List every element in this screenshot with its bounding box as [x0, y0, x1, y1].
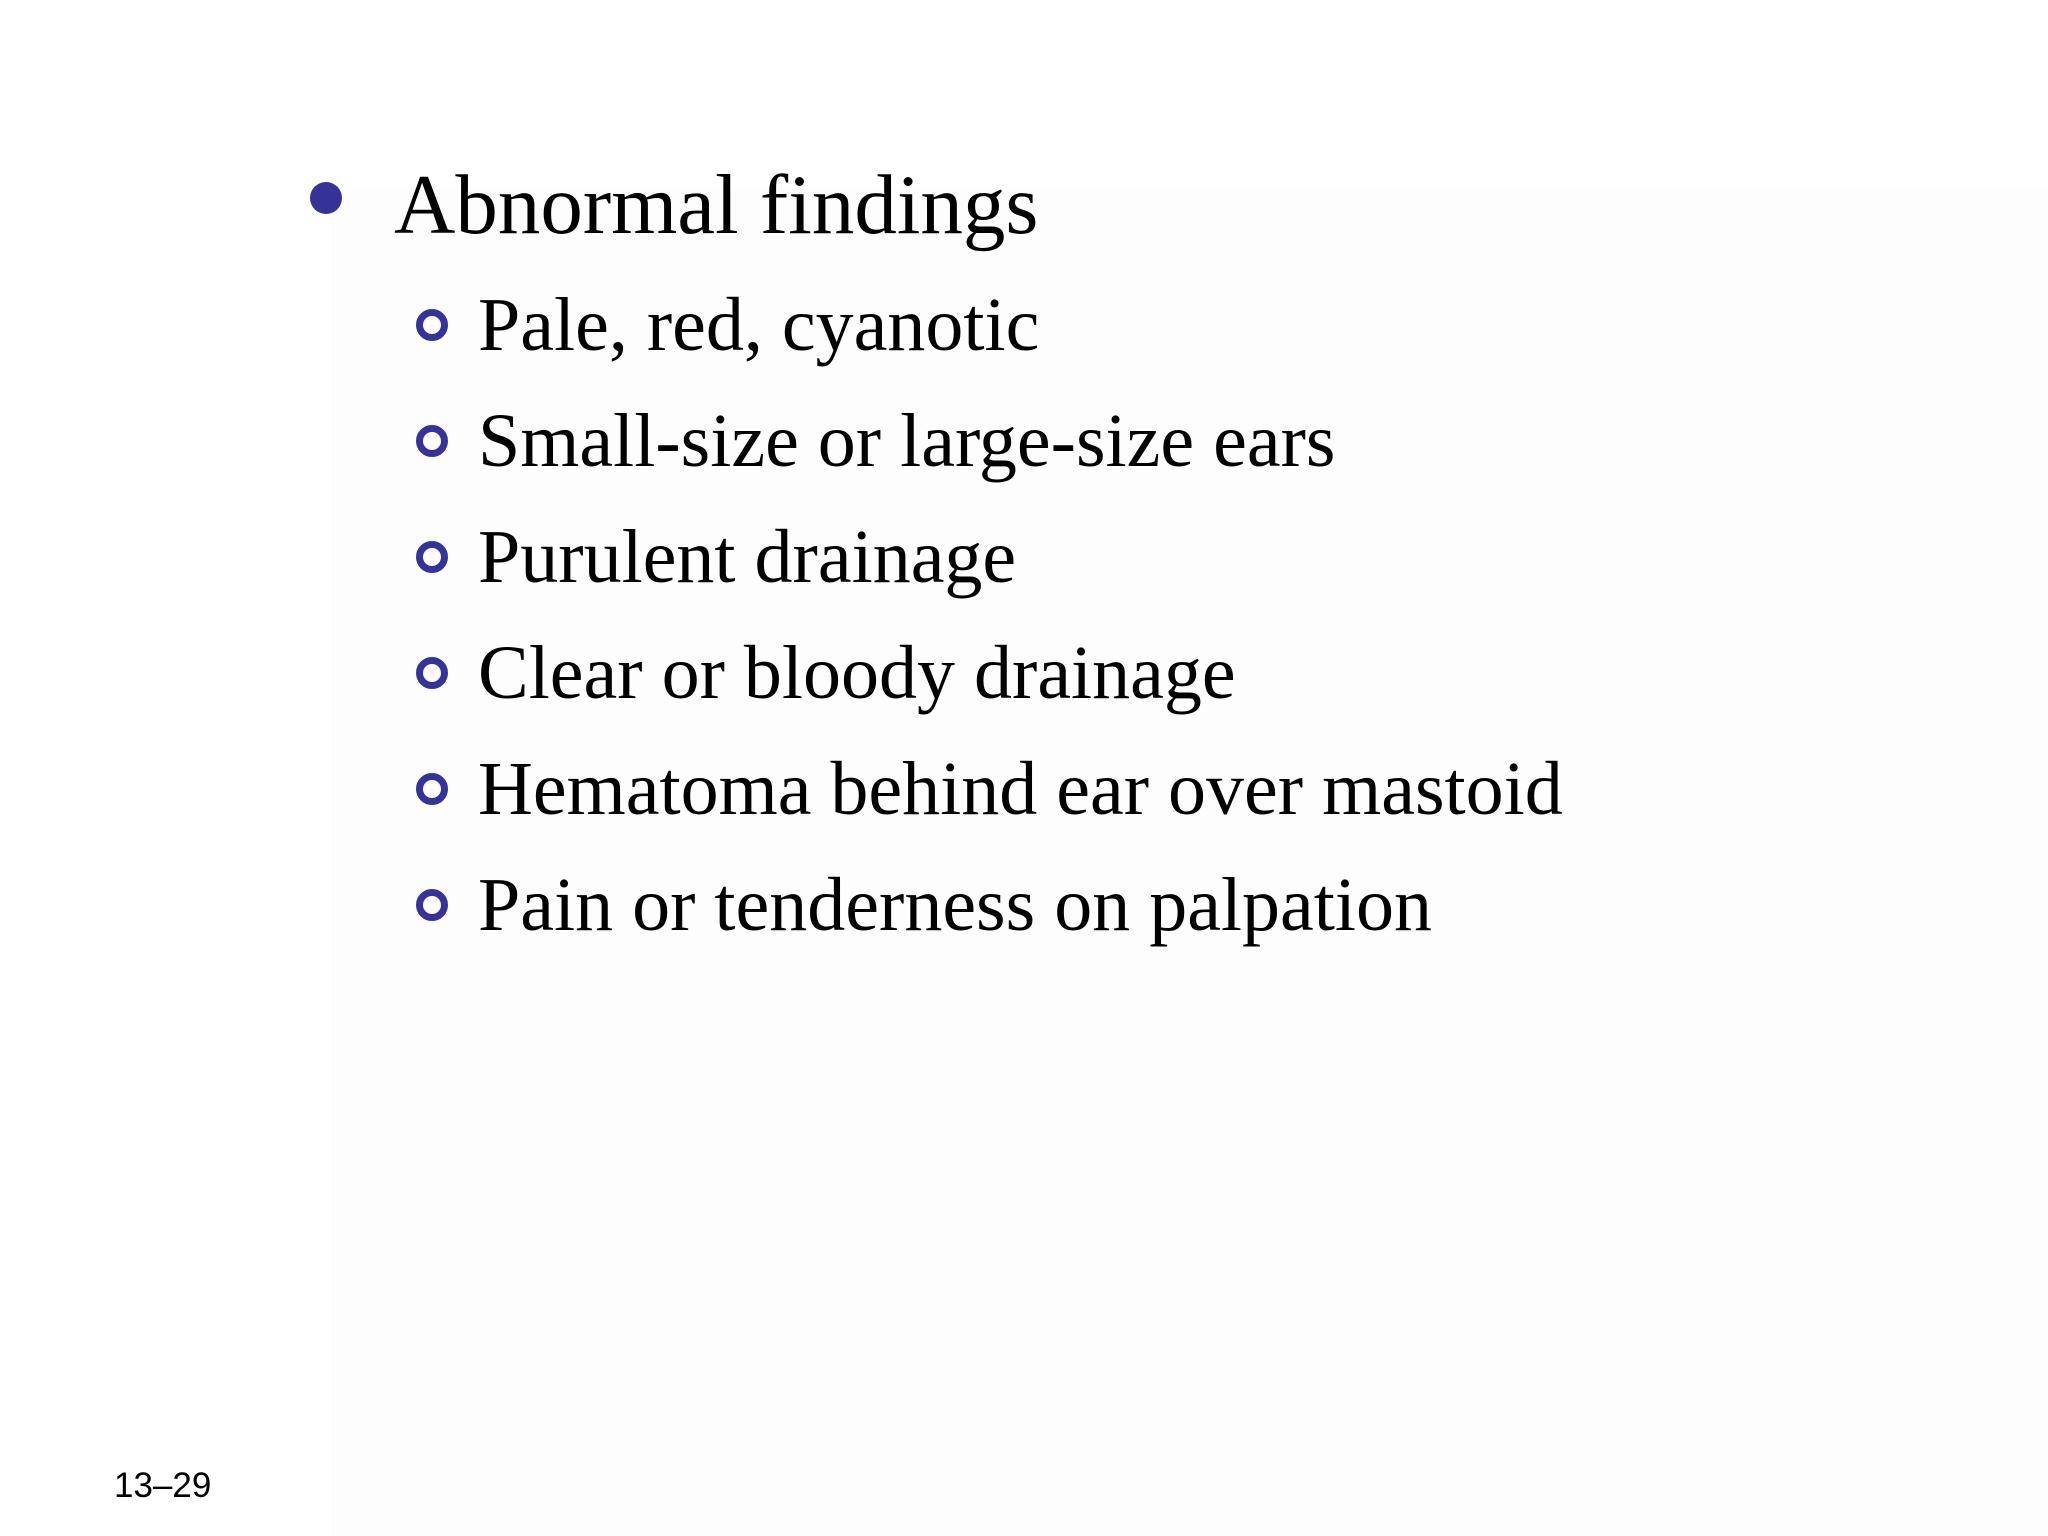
- main-bullet-item: [310, 160, 1039, 250]
- ring-bullet-icon: [416, 541, 448, 573]
- ring-bullet-icon: [416, 889, 448, 921]
- sub-bullet-label: Purulent drainage: [478, 515, 1017, 599]
- sub-bullet-label: Pale, red, cyanotic: [478, 283, 1040, 367]
- sub-bullet-item: [416, 401, 1563, 517]
- ring-bullet-icon: [416, 309, 448, 341]
- page-number: 13–29: [114, 1466, 212, 1505]
- sub-bullet-item: [416, 285, 1563, 401]
- filled-circle-bullet-icon: [310, 182, 342, 214]
- sub-bullet-item: [416, 865, 1563, 981]
- sub-bullet-item: [416, 633, 1563, 749]
- sub-bullet-label: Small-size or large-size ears: [478, 399, 1336, 483]
- sub-bullet-list: [416, 285, 1563, 981]
- sub-bullet-label: Hematoma behind ear over mastoid: [478, 747, 1563, 831]
- sub-bullet-item: [416, 749, 1563, 865]
- ring-bullet-icon: [416, 773, 448, 805]
- main-bullet-label: Abnormal findings: [394, 158, 1039, 252]
- ring-bullet-icon: [416, 425, 448, 457]
- ring-bullet-icon: [416, 657, 448, 689]
- sub-bullet-item: [416, 517, 1563, 633]
- sub-bullet-label: Pain or tenderness on palpation: [478, 863, 1433, 947]
- sub-bullet-label: Clear or bloody drainage: [478, 631, 1236, 715]
